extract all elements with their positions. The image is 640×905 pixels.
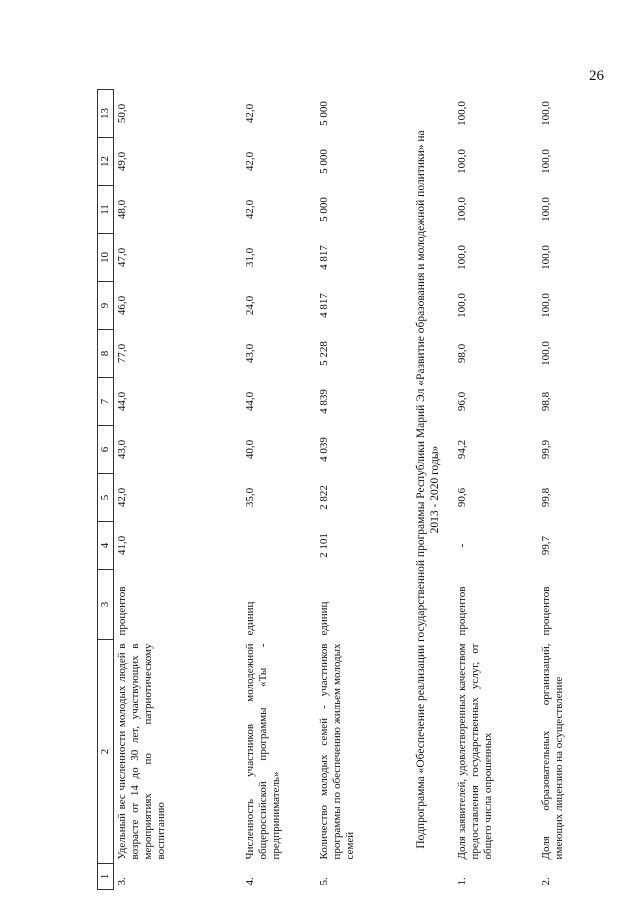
unit-cell: единиц bbox=[318, 601, 330, 636]
header-cell: 12 bbox=[98, 138, 114, 186]
value-cell: 99,9 bbox=[540, 439, 552, 460]
value-cell: 2 101 bbox=[318, 533, 330, 558]
unit-cell: процентов bbox=[116, 586, 128, 636]
header-cell: 2 bbox=[98, 640, 114, 864]
unit-cell: единиц bbox=[244, 601, 256, 636]
header-cell: 3 bbox=[98, 570, 114, 640]
value-cell: 94,2 bbox=[456, 439, 468, 460]
value-cell: 98,8 bbox=[540, 391, 552, 412]
rotated-page bbox=[97, 90, 625, 890]
value-cell: 4 039 bbox=[318, 437, 330, 462]
value-cell: 90,6 bbox=[456, 487, 468, 508]
subprogram-title-row bbox=[398, 90, 454, 890]
value-cell: 42,0 bbox=[116, 487, 128, 508]
value-cell: 5 000 bbox=[318, 149, 330, 174]
header-cell: 7 bbox=[98, 378, 114, 426]
value-cell: 44,0 bbox=[244, 391, 256, 412]
indicator-name: Численность участников молодежной общероссийской программы «Ты - предприниматель» bbox=[244, 643, 282, 860]
value-cell: 40,0 bbox=[244, 439, 256, 460]
value-cell: 100,0 bbox=[456, 197, 468, 222]
indicator-name: Количество молодых семей - участников программы по обеспечению жильем молодых семей bbox=[318, 643, 356, 860]
unit-cell: процентов bbox=[456, 586, 468, 636]
value-cell: 99,8 bbox=[540, 487, 552, 508]
value-cell: 42,0 bbox=[244, 151, 256, 172]
page-number: 26 bbox=[589, 68, 604, 84]
value-cell: 100,0 bbox=[456, 245, 468, 270]
value-cell: 31,0 bbox=[244, 247, 256, 268]
value-cell: 100,0 bbox=[456, 293, 468, 318]
header-cell: 9 bbox=[98, 282, 114, 330]
value-cell: 46,0 bbox=[116, 295, 128, 316]
value-cell: 48,0 bbox=[116, 199, 128, 220]
value-cell: 100,0 bbox=[540, 341, 552, 366]
subprogram-title: Подпрограмма «Обеспечение реализации государственной программы Республики Марий Эл «Развитие образования и молодежной политики» на 2013 - 2020 годы» bbox=[415, 130, 441, 849]
value-cell: 35,0 bbox=[244, 487, 256, 508]
value-cell: - bbox=[456, 543, 468, 548]
value-cell: 4 839 bbox=[318, 389, 330, 414]
value-cell: 43,0 bbox=[116, 439, 128, 460]
value-cell: 43,0 bbox=[244, 343, 256, 364]
header-cell: 4 bbox=[98, 522, 114, 570]
value-cell: 99,7 bbox=[540, 535, 552, 556]
row-number: 4. bbox=[244, 877, 256, 886]
value-cell: 77,0 bbox=[116, 343, 128, 364]
value-cell: 4 817 bbox=[318, 245, 330, 270]
value-cell: 50,0 bbox=[116, 103, 128, 124]
value-cell: 98,0 bbox=[456, 343, 468, 364]
header-cell: 10 bbox=[98, 234, 114, 282]
table-row bbox=[538, 90, 602, 890]
header-cell: 8 bbox=[98, 330, 114, 378]
value-cell: 24,0 bbox=[244, 295, 256, 316]
value-cell: 4 817 bbox=[318, 293, 330, 318]
value-cell: 5 000 bbox=[318, 197, 330, 222]
value-cell: 2 822 bbox=[318, 485, 330, 510]
table-row bbox=[316, 90, 398, 890]
value-cell: 100,0 bbox=[456, 101, 468, 126]
value-cell: 41,0 bbox=[116, 535, 128, 556]
row-number: 3. bbox=[116, 877, 128, 886]
indicator-name: Доля заявителей, удовлетворенных качеством предоставления государственных услуг, от общего числа опрошенных bbox=[456, 643, 494, 860]
table-row bbox=[114, 90, 243, 890]
header-cell: 5 bbox=[98, 474, 114, 522]
value-cell: 96,0 bbox=[456, 391, 468, 412]
value-cell: 49,0 bbox=[116, 151, 128, 172]
row-number: 2. bbox=[540, 877, 552, 886]
value-cell: 42,0 bbox=[244, 199, 256, 220]
value-cell: 100,0 bbox=[540, 197, 552, 222]
indicator-name: Удельный вес численности молодых людей в возрасте от 14 до 30 лет, участвующих в мероприятиях по патриотическому воспитанию bbox=[116, 643, 167, 860]
header-cell: 13 bbox=[98, 90, 114, 138]
row-number: 5. bbox=[318, 877, 330, 886]
value-cell: 100,0 bbox=[540, 101, 552, 126]
header-row bbox=[98, 90, 114, 890]
value-cell: 100,0 bbox=[540, 245, 552, 270]
value-cell: 42,0 bbox=[244, 103, 256, 124]
value-cell: 100,0 bbox=[540, 293, 552, 318]
value-cell: 47,0 bbox=[116, 247, 128, 268]
header-cell: 11 bbox=[98, 186, 114, 234]
header-cell: 6 bbox=[98, 426, 114, 474]
value-cell: 100,0 bbox=[456, 149, 468, 174]
indicators-table bbox=[97, 89, 602, 890]
row-number: 1. bbox=[456, 877, 468, 886]
header-cell: 1 bbox=[98, 864, 114, 890]
table-row bbox=[454, 90, 538, 890]
value-cell: 5 000 bbox=[318, 101, 330, 126]
value-cell: 44,0 bbox=[116, 391, 128, 412]
value-cell bbox=[242, 522, 316, 570]
table-row bbox=[242, 90, 316, 890]
value-cell: 100,0 bbox=[540, 149, 552, 174]
indicator-name: Доля образовательных организаций, имеющих лицензию на осуществление bbox=[540, 643, 565, 860]
value-cell: 5 228 bbox=[318, 341, 330, 366]
unit-cell: процентов bbox=[540, 586, 552, 636]
